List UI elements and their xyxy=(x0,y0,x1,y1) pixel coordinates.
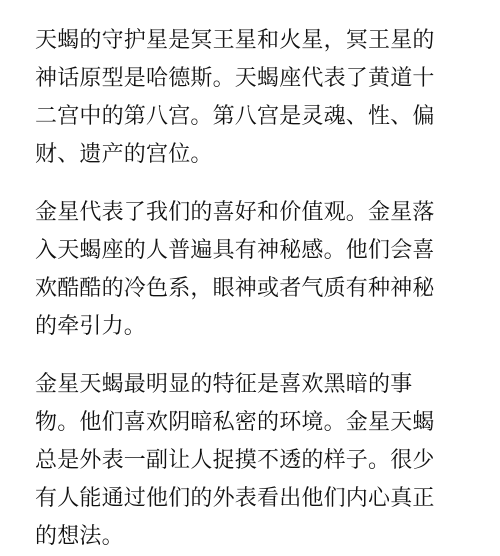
text-line: 欢酷酷的冷色系，眼神或者气质有种神秘 xyxy=(35,276,435,301)
paragraph-guardian-planets xyxy=(35,22,465,174)
paragraph-venus-in-scorpio xyxy=(35,194,465,346)
text-line: 财、遗产的宫位。 xyxy=(35,142,213,167)
text-line: 金星代表了我们的喜好和价值观。金星落 xyxy=(35,200,435,225)
text-line: 天蝎的守护星是冥王星和火星，冥王星的 xyxy=(35,28,435,53)
text-line: 神话原型是哈德斯。天蝎座代表了黄道十 xyxy=(35,66,435,91)
text-line: 有人能通过他们的外表看出他们内心真正 xyxy=(35,486,435,511)
paragraph-venus-scorpio-traits xyxy=(35,366,465,556)
text-line: 金星天蝎最明显的特征是喜欢黑暗的事 xyxy=(35,372,413,397)
text-line: 的想法。 xyxy=(35,524,124,549)
text-line: 的牵引力。 xyxy=(35,314,147,339)
article-body xyxy=(35,22,465,556)
text-line: 物。他们喜欢阴暗私密的环境。金星天蝎 xyxy=(35,410,435,435)
text-line: 二宫中的第八宫。第八宫是灵魂、性、偏 xyxy=(35,104,435,129)
text-line: 总是外表一副让人捉摸不透的样子。很少 xyxy=(35,448,435,473)
text-line: 入天蝎座的人普遍具有神秘感。他们会喜 xyxy=(35,238,435,263)
